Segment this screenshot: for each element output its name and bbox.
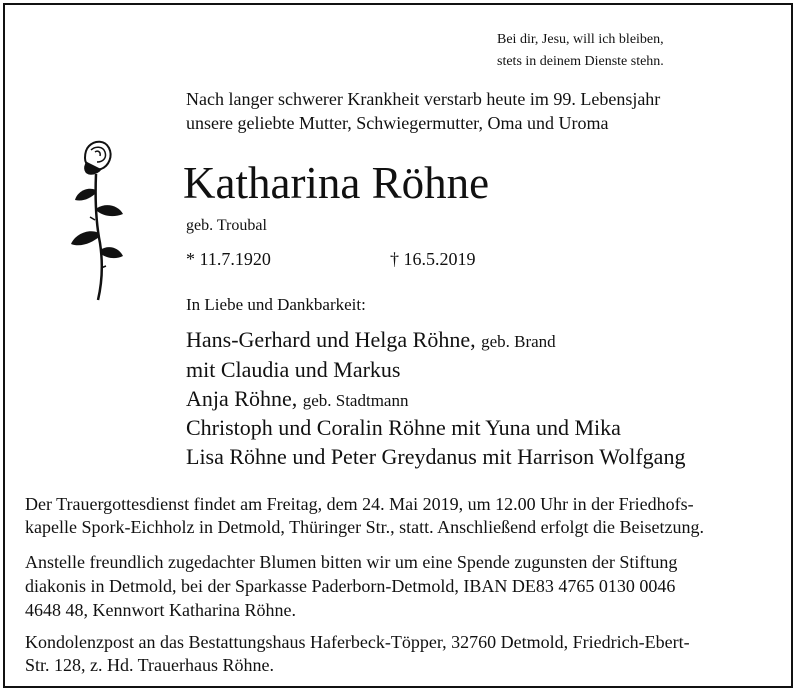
birth-date: * 11.7.1920 xyxy=(186,249,271,269)
service-line-2: kapelle Spork-Eichholz in Detmold, Thüringer Str., statt. Anschließend erfolgt die Beisetzung. xyxy=(25,517,705,537)
obituary-notice xyxy=(3,3,793,688)
mourner-line-3-main: Anja Röhne, xyxy=(186,386,298,411)
deceased-name: Katharina Röhne xyxy=(183,158,490,208)
donation-line-2: diakonis in Detmold, bei der Sparkasse Paderborn-Detmold, IBAN DE83 4765 0130 0046 xyxy=(25,576,676,596)
deceased-maiden-name: geb. Troubal xyxy=(186,217,267,234)
service-line-1: Der Trauergottesdienst findet am Freitag, dem 24. Mai 2019, um 12.00 Uhr in der Friedhofs- xyxy=(25,494,694,514)
condolence-line-1: Kondolenzpost an das Bestattungshaus Haferbeck-Töpper, 32760 Detmold, Friedrich-Ebert- xyxy=(25,632,690,652)
mourners-heading: In Liebe und Dankbarkeit: xyxy=(186,295,366,314)
verse-line-1: Bei dir, Jesu, will ich bleiben, xyxy=(497,32,664,47)
donation-line-3: 4648 48, Kennwort Katharina Röhne. xyxy=(25,600,296,620)
mourner-line-2: mit Claudia und Markus xyxy=(186,357,401,382)
death-date: † 16.5.2019 xyxy=(390,249,476,269)
intro-line-1: Nach langer schwerer Krankheit verstarb heute im 99. Lebensjahr xyxy=(186,89,661,109)
intro-line-2: unsere geliebte Mutter, Schwiegermutter, Oma und Uroma xyxy=(186,113,609,133)
mourner-line-1-main: Hans-Gerhard und Helga Röhne, xyxy=(186,327,476,352)
donation-line-1: Anstelle freundlich zugedachter Blumen bitten wir um eine Spende zugunsten der Stiftung xyxy=(25,552,678,572)
condolence-line-2: Str. 128, z. Hd. Trauerhaus Röhne. xyxy=(25,655,274,675)
verse-line-2: stets in deinem Dienste stehn. xyxy=(497,54,664,69)
rose-icon xyxy=(65,138,127,303)
mourner-line-3 xyxy=(186,384,408,416)
mourner-line-5: Lisa Röhne und Peter Greydanus mit Harrison Wolfgang xyxy=(186,444,686,469)
mourner-line-1-note: geb. Brand xyxy=(481,332,556,351)
mourner-line-1 xyxy=(186,325,556,357)
mourner-line-3-note: geb. Stadtmann xyxy=(302,391,409,410)
mourner-line-4: Christoph und Coralin Röhne mit Yuna und Mika xyxy=(186,415,621,440)
